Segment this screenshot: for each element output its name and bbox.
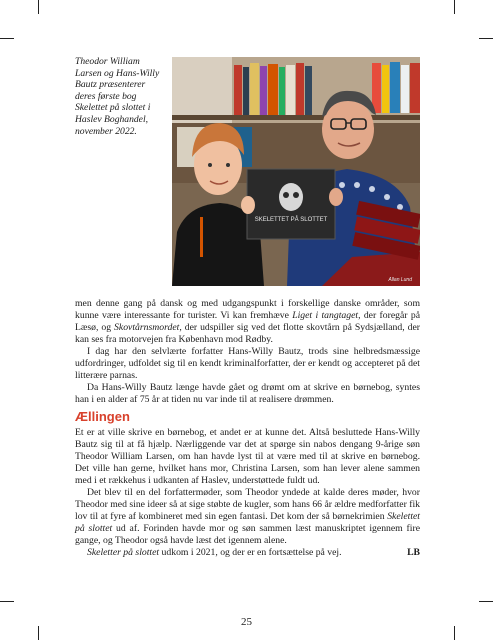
crop-mark xyxy=(454,0,455,14)
photo-caption: Theodor William Larsen og Hans-Willy Bautz præsenterer deres første bog Skelettet på slottet i Haslev Boghandel, november 2022. xyxy=(75,56,160,137)
photo-credit: Allan Lund xyxy=(388,277,412,283)
intro-paragraph: I dag har den selvlærte forfatter Hans-Willy Bautz, trods sine helbredsmæssige udfordringer, udfoldet sig til en kendt kriminalforfatter, der er kendt og accepteret på det litterære parnas. xyxy=(75,345,420,381)
crop-mark xyxy=(479,38,493,39)
crop-mark xyxy=(38,0,39,14)
crop-mark xyxy=(38,626,39,640)
author-signature: LB xyxy=(407,546,420,558)
page-number: 25 xyxy=(241,616,252,628)
section-heading: Ællingen xyxy=(75,409,130,424)
section-paragraph: Det blev til en del forfattermøder, som Theodor yndede at kalde deres møder, hvor Theodor med sine ideer så at sige støbte de kugler, som hans 66 år ældre medforfatter fik lov til at fyre af kombineret med sin egen fantasi. Det kom der så børnekrimien Skelettet på slottet ud af. Forinden havde mor og søn sammen læst manuskriptet igennem fire gange, og Theodor også havde læst det igennem alene. xyxy=(75,486,420,546)
section-paragraph: Et er at ville skrive en børnebog, et andet er at kunne det. Altså besluttede Hans-Willy Bautz sig til at få hjælp. Nærliggende var det at spørge sin nabos dengang 9-årige søn Theodor William Larsen, om han havde lyst til at være med til at skrive en børnebog. Det ville han gerne, hvilket hans mor, Christina Larsen, som han lever alene sammen med i et rækkehus i udkanten af Haslev, understøttede fuldt ud. xyxy=(75,427,420,486)
intro-paragraph: Da Hans-Willy Bautz længe havde gået og drømt om at skrive en børnebog, syntes han i en alder af 75 år at tiden nu var inde til at realisere drømmen. xyxy=(75,381,420,405)
crop-mark xyxy=(0,38,14,39)
crop-mark xyxy=(454,626,455,640)
crop-mark xyxy=(479,601,493,602)
article-intro xyxy=(75,298,420,406)
photo xyxy=(172,57,420,286)
section-paragraph: Skeletter på slottet udkom i 2021, og der er en fortsættelse på vej. LB xyxy=(87,546,420,558)
article-section xyxy=(75,427,420,558)
book-cover-title: SKELETTET PÅ SLOTTET xyxy=(254,217,328,223)
intro-paragraph: men denne gang på dansk og med udgangspunkt i forskellige danske områder, som kunne være interessante for turister. Vi kan fremhæve Liget i tangtaget, der foregår på Læsø, og Skovtårnsmordet, der udspiller sig ved det flotte skovtårn på Sydsjælland, der kan ses fra motorvejen fra København mod Rødby. xyxy=(75,298,420,345)
crop-mark xyxy=(0,601,14,602)
